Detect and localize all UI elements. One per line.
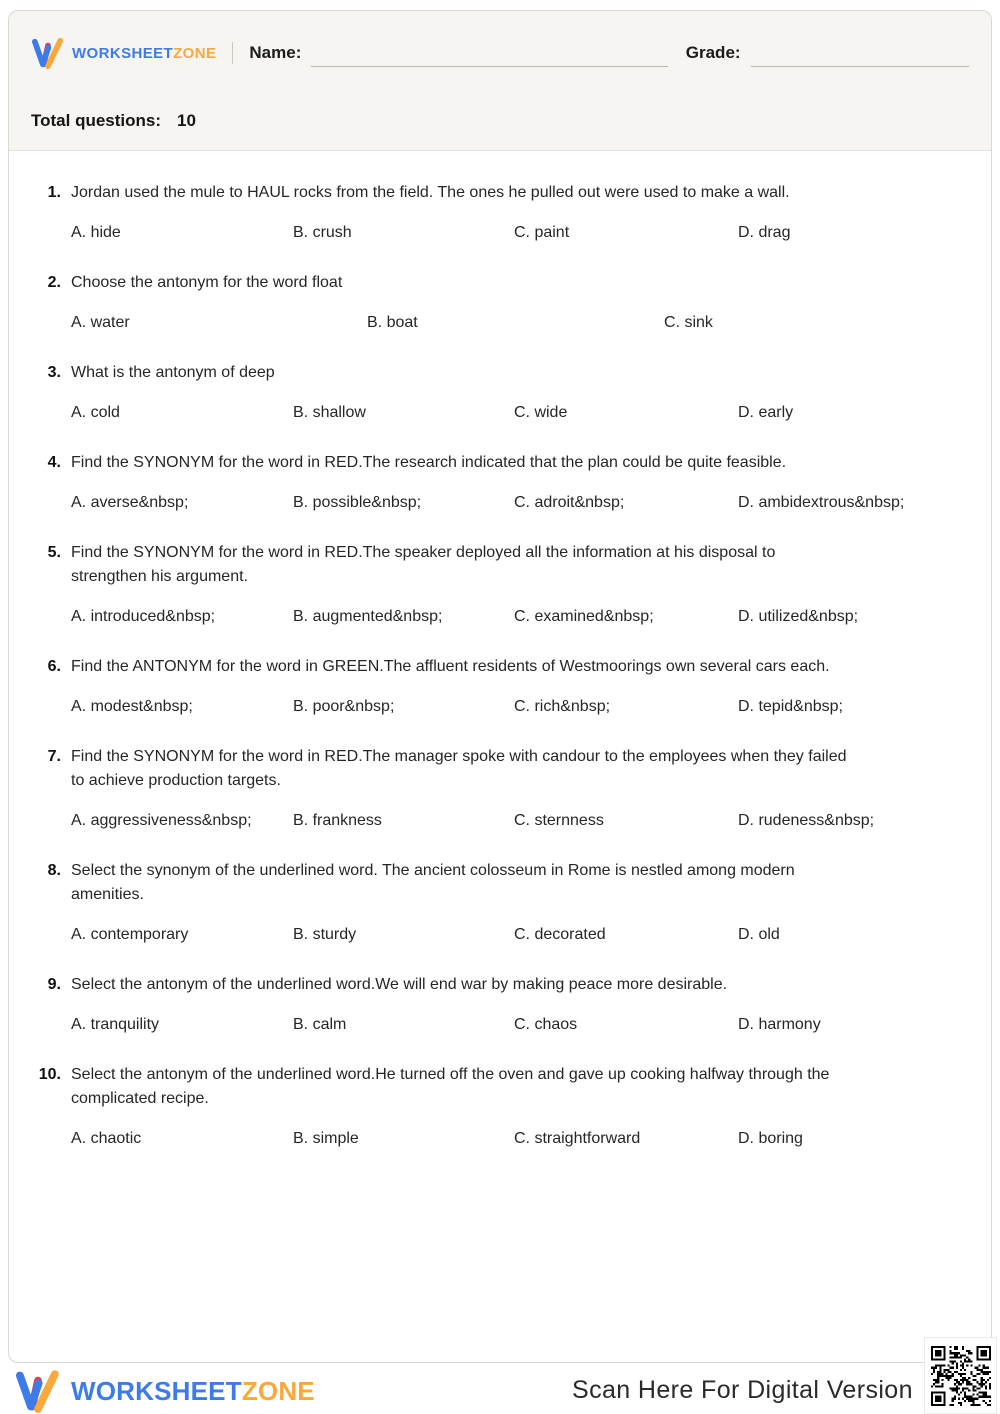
option-c: C. examined&nbsp;: [514, 608, 654, 625]
question-8: [9, 859, 991, 947]
option-a: A. contemporary: [71, 926, 189, 943]
question-text: Select the synonym of the underlined word. The ancient colosseum in Rome is nestled among modern amenities.: [71, 862, 795, 903]
option-a: A. modest&nbsp;: [71, 698, 193, 715]
option-b: B. frankness: [293, 812, 382, 829]
option-d: D. early: [738, 404, 794, 421]
option-b: B. simple: [293, 1130, 359, 1147]
option-d: D. utilized&nbsp;: [738, 608, 859, 625]
option-d: D. tepid&nbsp;: [738, 698, 843, 715]
worksheet-header: [9, 11, 991, 151]
option-c: C. chaos: [514, 1016, 578, 1033]
question-text: Jordan used the mule to HAUL rocks from the field. The ones he pulled out were used to make a wall.: [71, 184, 790, 201]
option-a: A. hide: [71, 224, 121, 241]
option-c: C. sink: [664, 314, 713, 331]
question-text: Select the antonym of the underlined word.He turned off the oven and gave up cooking halfway through the complicated recipe.: [71, 1066, 830, 1107]
question-5: [9, 541, 991, 629]
option-b: B. augmented&nbsp;: [293, 608, 443, 625]
question-number: 4.: [47, 454, 61, 471]
brand-logo: [31, 37, 216, 69]
question-number: 2.: [47, 274, 61, 291]
option-b: B. shallow: [293, 404, 366, 421]
question-4: [9, 451, 991, 515]
brand-word-zone: ZONE: [241, 1375, 315, 1406]
question-text: Select the antonym of the underlined word.We will end war by making peace more desirable.: [71, 976, 728, 993]
brand-word-worksheet: WORKSHEET: [72, 44, 174, 62]
question-2: [9, 271, 991, 335]
option-b: B. boat: [367, 314, 418, 331]
option-d: D. ambidextrous&nbsp;: [738, 494, 905, 511]
options-row: [71, 605, 961, 629]
questions-list: [9, 151, 991, 1151]
options-row: [71, 809, 961, 833]
option-a: A. cold: [71, 404, 120, 421]
question-9: [9, 973, 991, 1037]
brand-w-icon: [14, 1369, 62, 1413]
options-row: [71, 491, 961, 515]
grade-label: Grade:: [685, 43, 741, 62]
option-c: C. adroit&nbsp;: [514, 494, 625, 511]
option-a: A. averse&nbsp;: [71, 494, 189, 511]
option-c: C. paint: [514, 224, 570, 241]
brand-word-worksheet: WORKSHEET: [71, 1375, 242, 1406]
header-row: [31, 35, 969, 71]
option-c: C. decorated: [514, 926, 606, 943]
option-d: D. harmony: [738, 1016, 821, 1033]
total-questions-label: Total questions:: [31, 111, 162, 130]
option-c: C. sternness: [514, 812, 604, 829]
options-row: [71, 311, 961, 335]
question-10: [9, 1063, 991, 1151]
option-c: C. straightforward: [514, 1130, 641, 1147]
name-label: Name:: [249, 43, 302, 62]
option-d: D. drag: [738, 224, 791, 241]
option-b: B. poor&nbsp;: [293, 698, 395, 715]
options-row: [71, 1127, 961, 1151]
option-d: D. old: [738, 926, 780, 943]
total-questions-value: 10: [177, 111, 196, 130]
option-a: A. chaotic: [71, 1130, 142, 1147]
qr-code-image: [931, 1346, 991, 1406]
question-3: [9, 361, 991, 425]
page-footer: [14, 1368, 994, 1414]
question-number: 3.: [47, 364, 61, 381]
option-c: C. rich&nbsp;: [514, 698, 611, 715]
question-text: Find the SYNONYM for the word in RED.The research indicated that the plan could be quite feasible.: [71, 454, 787, 471]
question-text: Find the ANTONYM for the word in GREEN.The affluent residents of Westmoorings own several cars each.: [71, 658, 830, 675]
question-text: Find the SYNONYM for the word in RED.The manager spoke with candour to the employees when they failed to achieve production targets.: [71, 748, 847, 789]
option-a: A. aggressiveness&nbsp;: [71, 812, 252, 829]
question-1: [9, 181, 991, 245]
total-questions: [31, 111, 969, 131]
brand-name: [71, 1376, 315, 1407]
options-row: [71, 695, 961, 719]
option-d: D. rudeness&nbsp;: [738, 812, 875, 829]
question-text: What is the antonym of deep: [71, 364, 275, 381]
options-row: [71, 401, 961, 425]
question-number: 10.: [38, 1066, 61, 1083]
options-row: [71, 221, 961, 245]
option-b: B. sturdy: [293, 926, 357, 943]
option-b: B. calm: [293, 1016, 347, 1033]
option-a: A. introduced&nbsp;: [71, 608, 216, 625]
option-d: D. boring: [738, 1130, 803, 1147]
question-text: Find the SYNONYM for the word in RED.The speaker deployed all the information at his disposal to strengthen his argument.: [71, 544, 776, 585]
brand-w-icon: [31, 37, 65, 69]
question-text: Choose the antonym for the word float: [71, 274, 343, 291]
option-b: B. possible&nbsp;: [293, 494, 422, 511]
option-c: C. wide: [514, 404, 568, 421]
question-6: [9, 655, 991, 719]
qr-code: [924, 1337, 997, 1414]
scan-here-label: Scan Here For Digital Version: [572, 1376, 913, 1404]
grade-input-line[interactable]: [751, 51, 969, 67]
brand-word-zone: ZONE: [173, 44, 217, 62]
question-7: [9, 745, 991, 833]
question-number: 9.: [47, 976, 61, 993]
worksheet-container: [8, 10, 992, 1363]
name-input-line[interactable]: [311, 51, 667, 67]
option-a: A. water: [71, 314, 130, 331]
question-number: 7.: [47, 748, 61, 765]
question-number: 5.: [47, 544, 61, 561]
options-row: [71, 923, 961, 947]
header-divider: [232, 42, 233, 64]
question-number: 1.: [47, 184, 61, 201]
question-number: 8.: [47, 862, 61, 879]
brand-name: [72, 45, 216, 62]
options-row: [71, 1013, 961, 1037]
question-number: 6.: [47, 658, 61, 675]
option-a: A. tranquility: [71, 1016, 160, 1033]
option-b: B. crush: [293, 224, 352, 241]
footer-brand-logo: [14, 1369, 315, 1413]
